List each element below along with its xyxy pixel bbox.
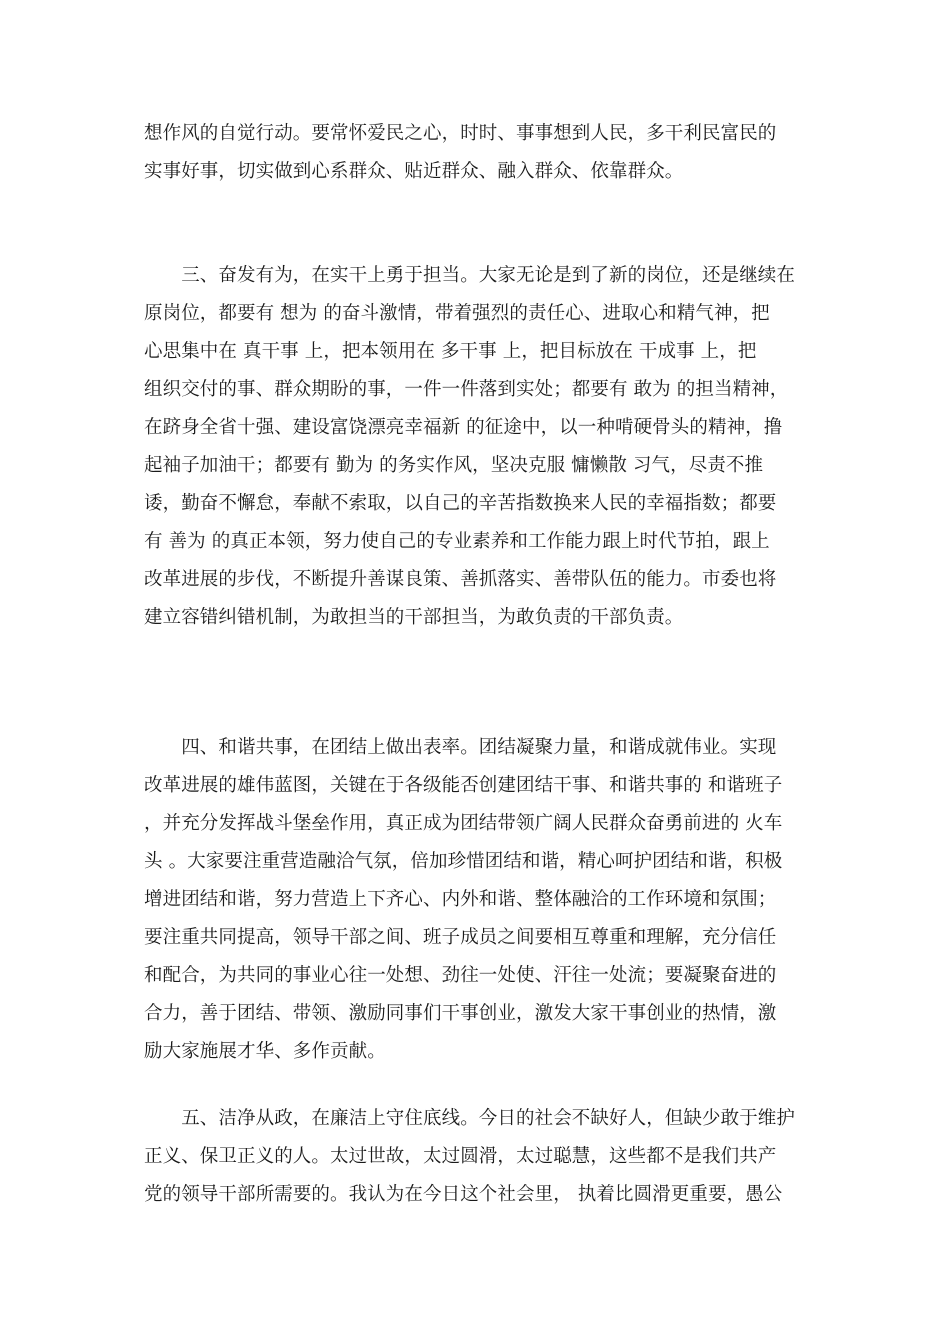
text-line: 头 。大家要注重营造融洽气氛，倍加珍惜团结和谐，精心呵护团结和谐，积极 (144, 851, 783, 872)
text-line: ，并充分发挥战斗堡垒作用，真正成为团结带领广阔人民群众奋勇前进的 火车 (144, 813, 783, 834)
paragraph-section-four (144, 729, 806, 1071)
text-line: 要注重共同提高，领导干部之间、班子成员之间要相互尊重和理解，充分信任 (144, 927, 777, 948)
text-line: 实事好事，切实做到心系群众、贴近群众、融入群众、依靠群众。 (144, 161, 684, 182)
text-line: 励大家施展才华、多作贡献。 (144, 1041, 386, 1062)
text-line: 原岗位，都要有 想为 的奋斗激情，带着强烈的责任心、进取心和精气神，把 (144, 303, 770, 324)
text-line: 五、洁净从政，在廉洁上守住底线。今日的社会不缺好人，但缺少敢于维护 (144, 1108, 796, 1129)
text-line: 改革进展的步伐，不断提升善谋良策、善抓落实、善带队伍的能力。市委也将 (144, 569, 777, 590)
text-line: 心思集中在 真干事 上，把本领用在 多干事 上，把目标放在 干成事 上，把 (144, 341, 757, 362)
text-line: 起袖子加油干；都要有 勤为 的务实作风，坚决克服 慵懒散 习气，尽责不推 (144, 455, 764, 476)
text-line: 组织交付的事、群众期盼的事，一件一件落到实处；都要有 敢为 的担当精神， (144, 379, 789, 400)
text-line: 四、和谐共事，在团结上做出表率。团结凝聚力量，和谐成就伟业。实现 (144, 737, 777, 758)
text-line: 正义、保卫正义的人。太过世故，太过圆滑，太过聪慧，这些都不是我们共产 (144, 1146, 777, 1167)
text-line: 合力，善于团结、带领、激励同事们干事创业，激发大家干事创业的热情，激 (144, 1003, 777, 1024)
text-line: 诿，勤奋不懈怠，奉献不索取，以自己的辛苦指数换来人民的幸福指数；都要 (144, 493, 777, 514)
text-line: 党的领导干部所需要的。我认为在今日这个社会里， 执着比圆滑更重要，愚公 (144, 1184, 783, 1205)
text-line: 改革进展的雄伟蓝图，关键在于各级能否创建团结干事、和谐共事的 和谐班子 (144, 775, 783, 796)
text-line: 三、奋发有为，在实干上勇于担当。大家无论是到了新的岗位，还是继续在 (144, 265, 796, 286)
paragraph-section-five (144, 1100, 806, 1214)
text-line: 有 善为 的真正本领，努力使自己的专业素养和工作能力跟上时代节拍，跟上 (144, 531, 770, 552)
text-line: 想作风的自觉行动。要常怀爱民之心，时时、事事想到人民，多干利民富民的 (144, 123, 777, 144)
text-line: 和配合，为共同的事业心往一处想、劲往一处使、汗往一处流；要凝聚奋进的 (144, 965, 777, 986)
text-line: 增进团结和谐，努力营造上下齐心、内外和谐、整体融洽的工作环境和氛围； (144, 889, 777, 910)
text-line: 建立容错纠错机制，为敢担当的干部担当，为敢负责的干部负责。 (144, 607, 684, 628)
paragraph-section-three (144, 257, 806, 637)
text-line: 在跻身全省十强、建设富饶漂亮幸福新 的征途中，以一种啃硬骨头的精神，撸 (144, 417, 783, 438)
paragraph-intro-continuation (144, 115, 806, 191)
